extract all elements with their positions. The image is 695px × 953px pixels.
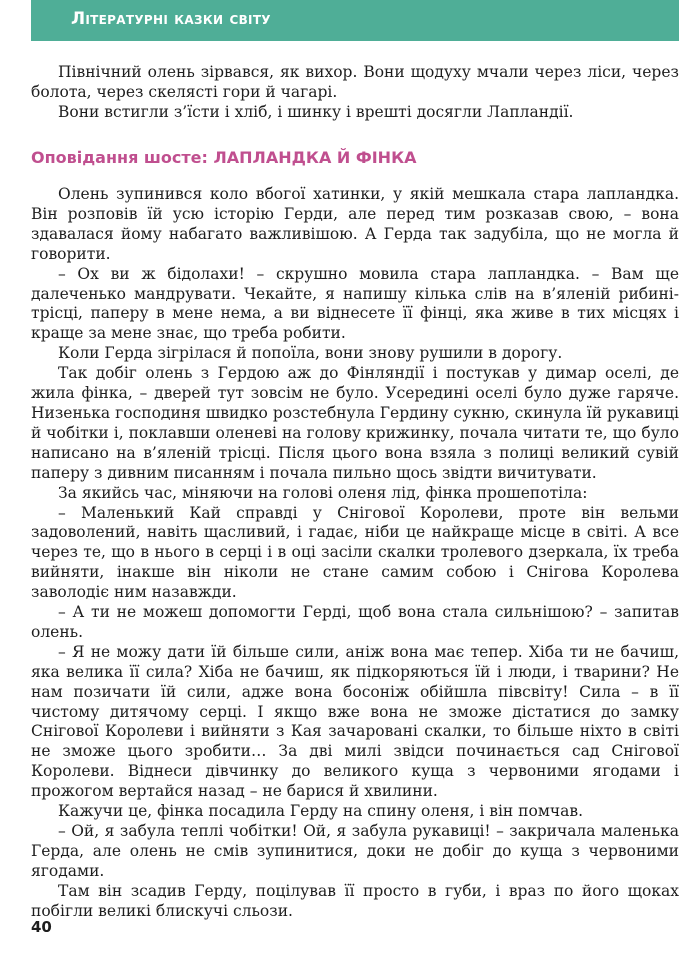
running-header-title: Літературні казки світу xyxy=(71,9,271,29)
section-text xyxy=(31,185,679,922)
paragraph: Кажучи це, фінка посадила Герду на спину оленя, і він помчав. xyxy=(58,802,584,821)
running-header-bar xyxy=(31,0,679,41)
paragraph: Олень зупинився коло вбогої хатинки, у якій мешкала стара лапландка. Він розповів їй усю історію Герди, але перед тим розказав свою, – вона здавалася йому набагато важливішою. А Герда так задубіла, що не могла й говорити. xyxy=(31,185,679,263)
page-number: 40 xyxy=(31,918,52,936)
paragraph: Північний олень зірвався, як вихор. Вони щодуху мчали через ліси, через болота, через скелясті гори й чагарі. xyxy=(31,63,679,101)
section-heading: Оповідання шосте: ЛАПЛАНДКА Й ФІНКА xyxy=(31,148,417,167)
paragraph: Так добіг олень з Гердою аж до Фінляндії і постукав у димар оселі, де жила фінка, – дверей тут зовсім не було. Усередині оселі було дуже гаряче. Низенька господиня швидко розстебнула Гердину сукню, скинула їй рукавиці й чобітки і, поклавши оленеві на голову крижинку, почала читати те, що було написано на в’яленій трісці. Після цього вона взяла з полиці великий сувій паперу з дивним писанням і почала пильно щось звідти вичитувати. xyxy=(31,364,679,482)
paragraph: Вони встигли з’їсти і хліб, і шинку і врешті досягли Лапландії. xyxy=(58,102,574,121)
paragraph: Коли Герда зігрілася й попоїла, вони знову рушили в дорогу. xyxy=(58,344,563,363)
paragraph: – Маленький Кай справді у Снігової Королеви, проте він вельми задоволений, навіть щасливий, і гадає, ніби це найкраще місце в світі. А все через те, що в нього в серці і в оці засіли скалки тролевого дзеркала, їх треба вийняти, інакше він ніколи не стане самим собою і Снігова Королева заволодіє ним назавжди. xyxy=(31,503,679,602)
paragraph: – Я не можу дати їй більше сили, аніж вона має тепер. Хіба ти не бачиш, яка велика її сила? Хіба не бачиш, як підкоряються їй і люди, і тварини? Не нам позичати їй сили, адже вона босоніж обійшла півсвіту! Сила – в її чистому дитячому серці. І якщо вже вона не зможе дістатися до замку Снігової Королеви і вийняти з Кая зачаровані скалки, то більше ніхто в світі не зможе цього зробити… За дві милі звідси починається сад Снігової Королеви. Віднеси дівчинку до великого куща з червоними ягодами і прожогом вертайся назад – не барися й хвилини. xyxy=(31,642,679,801)
paragraph: – А ти не можеш допомогти Герді, щоб вона стала сильнішою? – запитав олень. xyxy=(31,603,679,641)
paragraph: За якийсь час, міняючи на голові оленя лід, фінка прошепотіла: xyxy=(58,483,588,502)
paragraph: – Ох ви ж бідолахи! – скрушно мовила стара лапландка. – Вам ще далеченько мандрувати. Чекайте, я напишу кілька слів на в’яленій рибині-трісці, паперу в мене нема, а ви віднесете її фінці, яка живе в тих місцях і краще за мене знає, що треба робити. xyxy=(31,264,679,343)
paragraph: – Ой, я забула теплі чобітки! Ой, я забула рукавиці! – закричала маленька Герда, але олень не смів зупинитися, доки не добіг до куща з червоними ягодами. xyxy=(31,822,679,880)
intro-text xyxy=(31,63,679,123)
paragraph: Там він зсадив Герду, поцілував її просто в губи, і враз по його щоках побігли великі блискучі сльози. xyxy=(31,881,679,920)
